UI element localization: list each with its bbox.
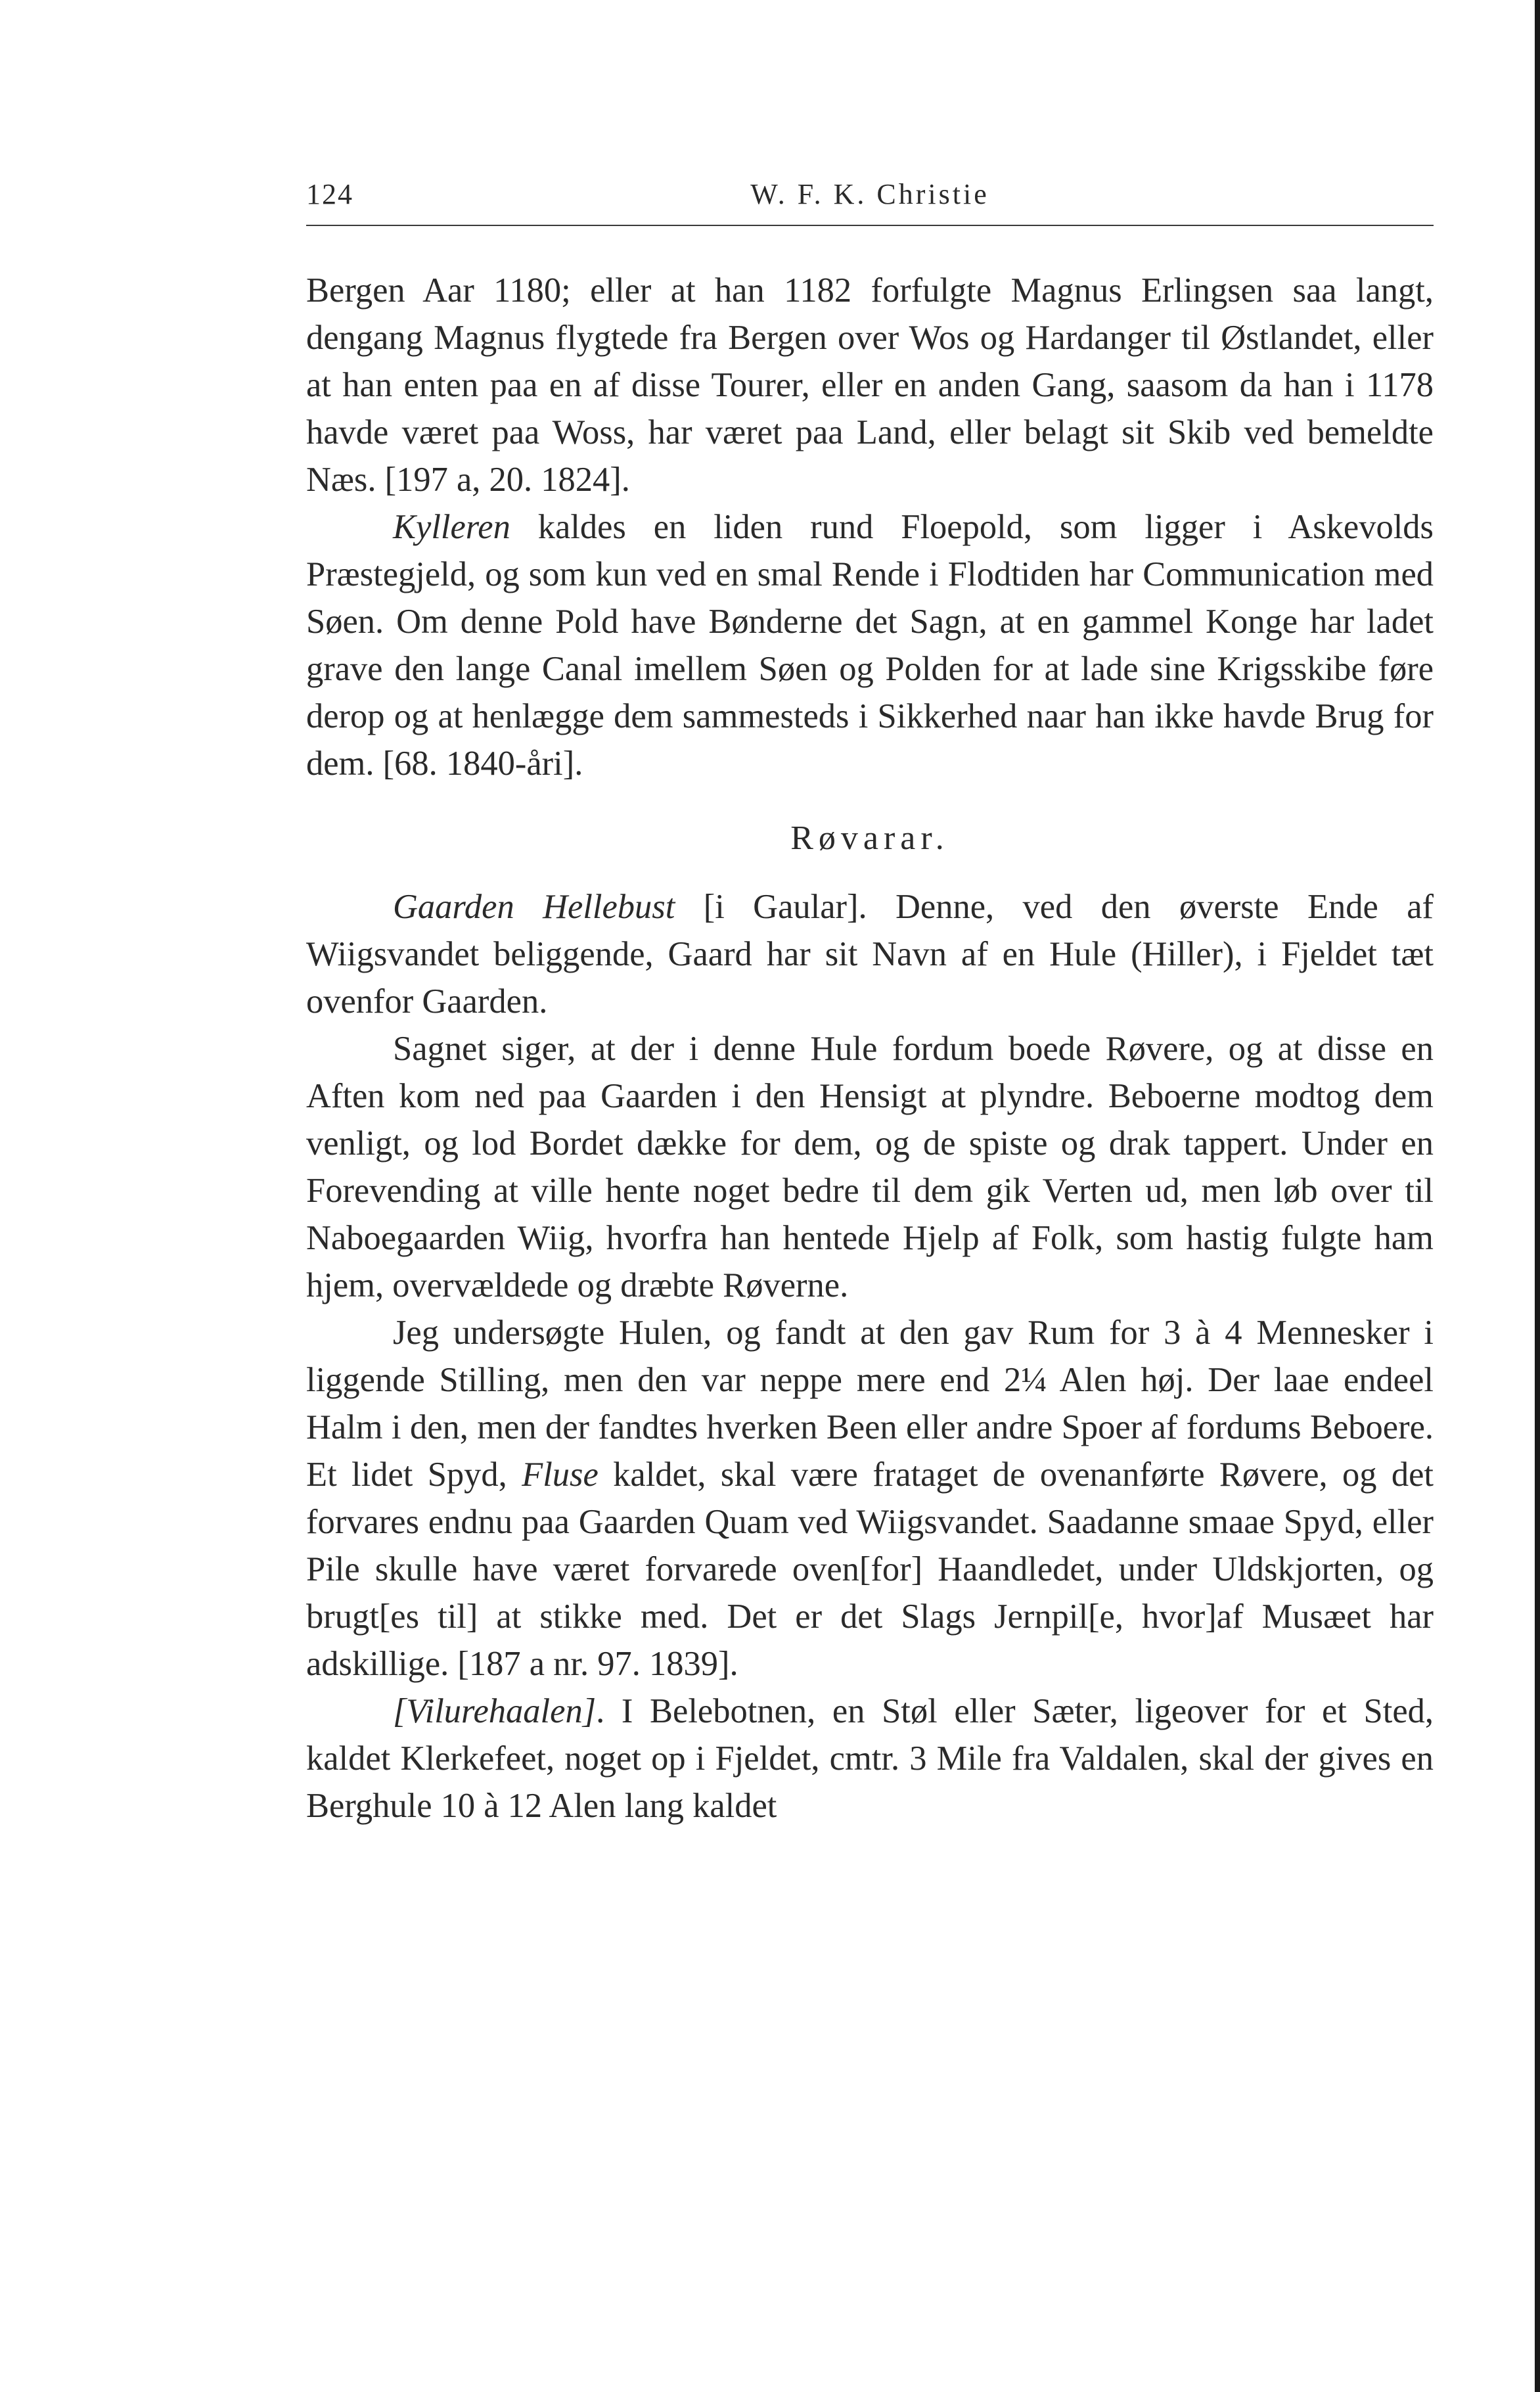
running-head xyxy=(306,177,1434,223)
paragraph-text: kaldet, skal være frataget de ovenanførte Røvere, og det forvares endnu paa Gaarden Quam ved Wiigsvandet. Saadanne smaae Spyd, eller Pile skulle have været forvarede oven[for] Haandledet, under Uldskjorten, og brugt[es til] at stikke med. Det er det Slags Jernpil[e, hvor]af Musæet har adskillige. [187 a nr. 97. 1839]. xyxy=(306,1456,1434,1683)
page-edge xyxy=(1535,0,1540,2392)
paragraph-text: [i Gaular]. Denne, ved den øverste Ende af Wiigsvandet beliggende, Gaard har sit Navn af en Hule (Hiller), i Fjeldet tæt ovenfor Gaarden. xyxy=(306,888,1434,1021)
page-number: 124 xyxy=(306,178,353,210)
paragraph-text: . I Belebotnen, en Støl eller Sæter, ligeover for et Sted, kaldet Klerkefeet, noget op i Fjeldet, cmtr. 3 Mile fra Valdalen, skal der gives en Berghule 10 à 12 Alen lang kaldet xyxy=(306,1692,1434,1825)
paragraph-lead: Gaarden Hellebust xyxy=(393,888,675,926)
paragraph-kylleren xyxy=(306,503,1434,787)
paragraph-text: kaldes en liden rund Floepold, som ligger i Askevolds Præstegjeld, og som kun ved en smal Rende i Flodtiden har Communication med Søen. Om denne Pold have Bønderne det Sagn, at en gammel Konge har ladet grave den lange Canal imellem Søen og Polden for at lade sine Krigsskibe føre derop og at henlægge dem sammesteds i Sikkerhed naar han ikke havde Brug for dem. [68. 1840-åri]. xyxy=(306,508,1434,783)
header-rule xyxy=(306,225,1434,226)
paragraph-italic-term: Fluse xyxy=(522,1456,599,1494)
paragraph-hellebust xyxy=(306,883,1434,1025)
paragraph-sagnet xyxy=(306,1025,1434,1309)
running-title-author: W. F. K. Christie xyxy=(750,178,989,210)
body-text xyxy=(306,267,1434,1829)
paragraph-lead: Kylleren xyxy=(393,508,510,546)
paragraph-vilurehaalen xyxy=(306,1688,1434,1829)
paragraph-text: Bergen Aar 1180; eller at han 1182 forfulgte Magnus Erlingsen saa langt, dengang Magnus flygtede fra Bergen over Wos og Hardanger til Østlandet, eller at han enten paa en af disse Tourer, eller en anden Gang, saasom da han i 1178 havde været paa Woss, har været paa Land, eller belagt sit Skib ved bemeldte Næs. [197 a, 20. 1824]. xyxy=(306,271,1434,499)
paragraph-bergen xyxy=(306,267,1434,503)
paragraph-text: Sagnet siger, at der i denne Hule fordum boede Røvere, og at disse en Aften kom ned paa Gaarden i den Hensigt at plyndre. Beboerne modtog dem venligt, og lod Bordet dække for dem, og de spiste og drak tappert. Under en Forevending at ville hente noget bedre til dem gik Verten ud, men løb over til Naboegaarden Wiig, hvorfra han hentede Hjelp af Folk, som hastig fulgte ham hjem, overvældede og dræbte Røverne. xyxy=(306,1030,1434,1304)
section-heading: Røvarar. xyxy=(790,819,949,857)
book-page xyxy=(306,177,1434,1829)
paragraph-text: Jeg undersøgte Hulen, og fandt at den gav Rum for 3 à 4 Mennesker i liggende Stilling, men den var neppe mere end 2¼ Alen høj. Der laae endeel Halm i den, men der fandtes hverken Been eller andre Spoer af fordums Beboere. Et lidet Spyd, xyxy=(306,1314,1434,1494)
paragraph-lead: [Vilurehaalen] xyxy=(393,1692,597,1730)
paragraph-hulen xyxy=(306,1309,1434,1688)
